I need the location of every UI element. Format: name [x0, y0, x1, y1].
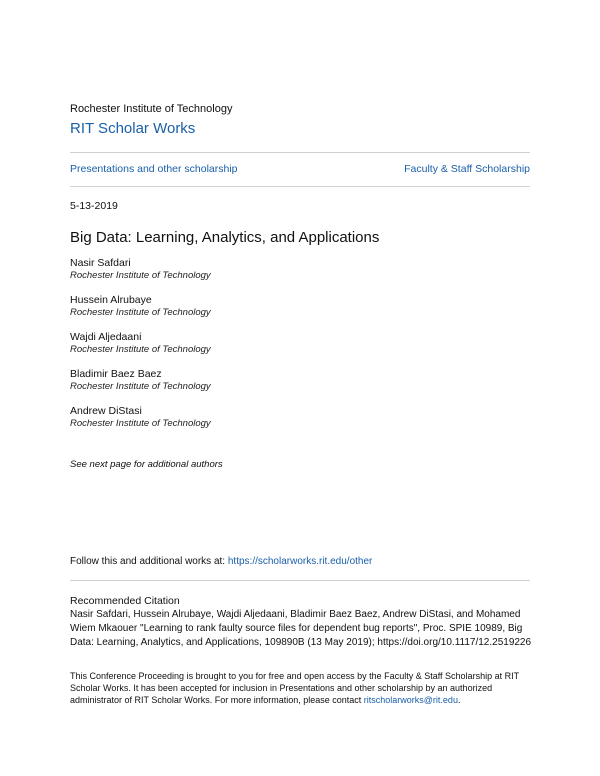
author-name: Nasir Safdari	[70, 257, 131, 269]
divider-citation	[70, 580, 530, 581]
document-title: Big Data: Learning, Analytics, and Applications	[70, 229, 380, 246]
access-notice	[70, 670, 540, 706]
collection-link[interactable]: Presentations and other scholarship	[70, 163, 238, 175]
divider-nav	[70, 186, 530, 187]
access-notice-end: .	[457, 695, 461, 705]
author-affiliation: Rochester Institute of Technology	[70, 381, 211, 392]
author-entry	[70, 257, 211, 294]
follow-link[interactable]: https://scholarworks.rit.edu/other	[227, 556, 373, 567]
additional-authors-note: See next page for additional authors	[70, 459, 223, 470]
contact-email-link[interactable]: ritscholarworks@rit.edu	[363, 695, 458, 705]
access-notice-text: This Conference Proceeding is brought to you for free and open access by the Faculty & Staff Scholarship at RIT Scholar Works. It has been accepted for inclusion in Presentations and other scholarship by an authorized administrator of RIT Scholar Works. For more information, please contact	[70, 671, 519, 705]
institution-name: Rochester Institute of Technology	[70, 103, 233, 115]
follow-line	[70, 556, 372, 567]
author-name: Hussein Alrubaye	[70, 294, 152, 306]
author-name: Andrew DiStasi	[70, 405, 142, 417]
category-link[interactable]: Faculty & Staff Scholarship	[404, 163, 530, 175]
author-name: Bladimir Baez Baez	[70, 368, 162, 380]
author-affiliation: Rochester Institute of Technology	[70, 418, 211, 429]
author-affiliation: Rochester Institute of Technology	[70, 344, 211, 355]
citation-heading: Recommended Citation	[70, 595, 180, 607]
author-entry	[70, 294, 211, 331]
publication-date: 5-13-2019	[70, 200, 118, 212]
author-entry	[70, 405, 211, 442]
author-entry	[70, 331, 211, 368]
divider-top	[70, 152, 530, 153]
author-affiliation: Rochester Institute of Technology	[70, 307, 211, 318]
repository-link[interactable]: RIT Scholar Works	[70, 120, 196, 137]
author-affiliation: Rochester Institute of Technology	[70, 270, 211, 281]
author-list	[70, 257, 211, 442]
follow-text: Follow this and additional works at:	[70, 556, 228, 567]
author-name: Wajdi Aljedaani	[70, 331, 142, 343]
author-entry	[70, 368, 211, 405]
citation-text: Nasir Safdari, Hussein Alrubaye, Wajdi Aljedaani, Bladimir Baez Baez, Andrew DiStasi, and Mohamed Wiem Mkaouer "Learning to rank faulty source files for dependent bug reports", Proc. SPIE 10989, Big Data: Learning, Analytics, and Applications, 109890B (13 May 2019); https://doi.org/10.1117/12.2519226	[70, 609, 532, 648]
